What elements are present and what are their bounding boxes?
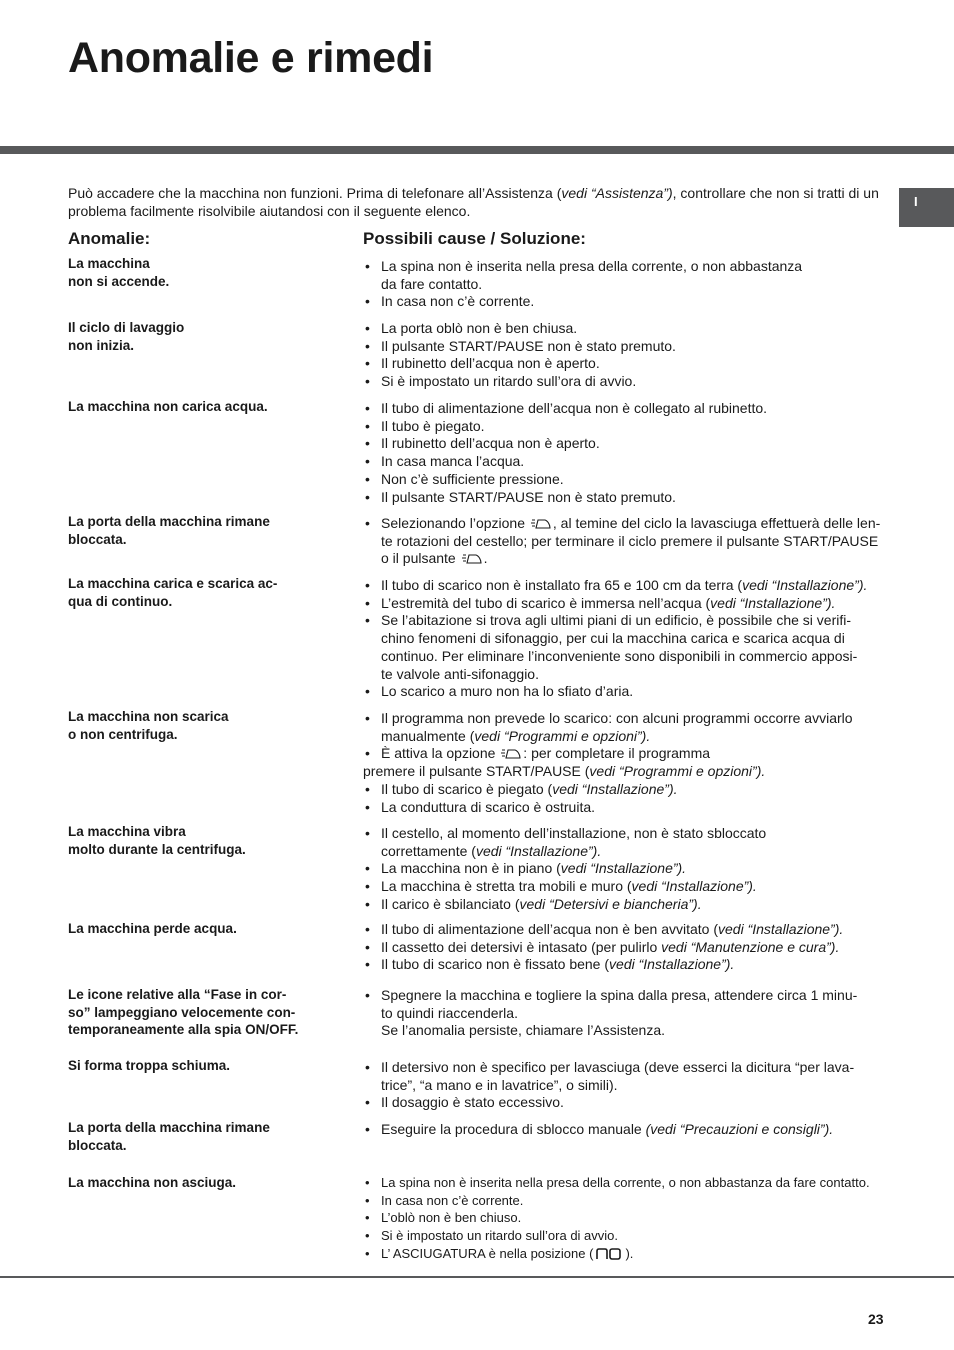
- cause-list: [363, 577, 888, 701]
- anomaly-label: La porta della macchina rimane bloccata.: [68, 1120, 270, 1153]
- cause-item: • Il rubinetto dell’acqua non è aperto.: [363, 435, 888, 453]
- cause-item: • La spina non è inserita nella presa della corrente, o non abbastanza da fare contatto.: [363, 1174, 888, 1192]
- page-title: Anomalie e rimedi: [68, 34, 434, 82]
- cause-item: • Il tubo di alimentazione dell’acqua non è collegato al rubinetto.: [363, 400, 888, 418]
- cause-item: • Il tubo di scarico non è installato fra 65 e 100 cm da terra (vedi “Installazione”).: [363, 577, 888, 595]
- cause-item: premere il pulsante START/PAUSE (vedi “Programmi e opzioni”).: [363, 763, 766, 780]
- anomaly-label: La macchina carica e scarica ac- qua di continuo.: [68, 576, 278, 609]
- anomaly-label: La porta della macchina rimane bloccata.: [68, 514, 270, 547]
- anomaly-label: La macchina non si accende.: [68, 256, 170, 289]
- cause-item: • Si è impostato un ritardo sull’ora di avvio.: [363, 1227, 888, 1245]
- cause-item: • L’ ASCIUGATURA è nella posizione ( ).: [363, 1245, 888, 1263]
- anomaly-label: La macchina non carica acqua.: [68, 399, 268, 414]
- anomaly-label: La macchina non scarica o non centrifuga.: [68, 709, 229, 742]
- cause-item: • In casa non c’è corrente.: [363, 293, 888, 311]
- cause-list: [363, 825, 888, 914]
- page-number: 23: [868, 1311, 884, 1327]
- cause-list: [363, 921, 888, 974]
- cause-item: • Eseguire la procedura di sblocco manuale (vedi “Precauzioni e consigli”).: [363, 1121, 888, 1139]
- cause-item: • Il programma non prevede lo scarico: con alcuni programmi occorre avviarlo manualmente (vedi “Programmi e opzioni”).: [363, 710, 888, 745]
- anomaly-label: La macchina vibra molto durante la centrifuga.: [68, 824, 246, 857]
- intro-text-before: Può accadere che la macchina non funzioni. Prima di telefonare all’Assistenza (: [68, 185, 562, 201]
- cause-list: [363, 1121, 888, 1139]
- cause-item: • È attiva la opzione : per completare il programma: [363, 745, 888, 763]
- bottom-divider: [0, 1276, 954, 1278]
- iron-icon: [531, 518, 551, 530]
- cause-item: • Selezionando l’opzione , al temine del ciclo la lavasciuga effettuerà delle len- te rotazioni del cestello; per terminare il ciclo premere il pulsante START/PAUSE o il pulsante .: [363, 515, 888, 568]
- anomaly-label: La macchina perde acqua.: [68, 921, 237, 936]
- anomalies-header: Anomalie:: [68, 229, 151, 248]
- anomaly-label: Le icone relative alla “Fase in cor- so” lampeggiano velocemente con- temporaneamente alla spia ON/OFF.: [68, 987, 299, 1038]
- anomaly-label: Si forma troppa schiuma.: [68, 1058, 231, 1073]
- cause-item: • Il pulsante START/PAUSE non è stato premuto.: [363, 338, 888, 356]
- cause-item: • Il detersivo non è specifico per lavasciuga (deve esserci la dicitura “per lava- trice”, “a mano e in lavatrice”, o simili).: [363, 1059, 888, 1094]
- cause-item: • Lo scarico a muro non ha lo sfiato d’aria.: [363, 683, 888, 701]
- cause-item: • L’estremità del tubo di scarico è immersa nell’acqua (vedi “Installazione”).: [363, 595, 888, 613]
- cause-item: • Il tubo di scarico è piegato (vedi “Installazione”).: [363, 781, 888, 799]
- cause-item: • Il rubinetto dell’acqua non è aperto.: [363, 355, 888, 373]
- cause-item: • La spina non è inserita nella presa della corrente, o non abbastanza da fare contatto.: [363, 258, 888, 293]
- cause-item: • In casa non c’è corrente.: [363, 1192, 888, 1210]
- intro-paragraph: [68, 184, 888, 220]
- cause-list: [363, 1174, 888, 1263]
- cause-list: [363, 710, 888, 816]
- cause-list: [363, 400, 888, 506]
- iron-icon: [501, 748, 521, 760]
- cause-item: • Spegnere la macchina e togliere la spina dalla presa, attendere circa 1 minu- to quindi riaccenderla. Se l’anomalia persiste, chiamare l’Assistenza.: [363, 987, 888, 1040]
- cause-list: [363, 258, 888, 311]
- intro-text-after: , controllare che non si tratti di un problema facilmente risolvibile aiutandosi con il seguente elenco.: [68, 185, 879, 219]
- anomaly-label: Il ciclo di lavaggio non inizia.: [68, 320, 185, 353]
- cause-item: • Non c’è sufficiente pressione.: [363, 471, 888, 489]
- cause-item: • La macchina è stretta tra mobili e muro (vedi “Installazione”).: [363, 878, 888, 896]
- intro-ref: vedi “Assistenza”): [561, 185, 673, 201]
- cause-item: • Il cassetto dei detersivi è intasato (per pulirlo vedi “Manutenzione e cura”).: [363, 939, 888, 957]
- iron-icon: [462, 553, 482, 565]
- cause-list: [363, 1059, 888, 1112]
- cause-item: • La macchina non è in piano (vedi “Installazione”).: [363, 860, 888, 878]
- cause-item: • Il pulsante START/PAUSE non è stato premuto.: [363, 489, 888, 507]
- cause-item: • La conduttura di scarico è ostruita.: [363, 799, 888, 817]
- cause-list: [363, 320, 888, 391]
- causes-header: Possibili cause / Soluzione:: [363, 229, 586, 248]
- cause-list: [363, 515, 888, 568]
- cause-item: • In casa manca l’acqua.: [363, 453, 888, 471]
- cause-item: • Il carico è sbilanciato (vedi “Detersivi e biancheria”).: [363, 896, 888, 914]
- cause-item: • L’oblò non è ben chiuso.: [363, 1209, 888, 1227]
- cause-item: • La porta oblò non è ben chiusa.: [363, 320, 888, 338]
- anomaly-label: La macchina non asciuga.: [68, 1175, 237, 1190]
- cause-item: • Se l’abitazione si trova agli ultimi piani di un edificio, è possibile che si verifi- chino fenomeni di sifonaggio, per cui la macchina carica e scarica acqua di continuo. Per eliminare l’inconveniente sono disponibili in commercio apposi- te valvole anti-sifonaggio.: [363, 612, 888, 683]
- cause-item: • Il cestello, al momento dell’installazione, non è stato sbloccato correttamente (vedi “Installazione”).: [363, 825, 888, 860]
- language-tab: I: [899, 188, 954, 227]
- cause-item: • Si è impostato un ritardo sull’ora di avvio.: [363, 373, 888, 391]
- cause-item: • Il dosaggio è stato eccessivo.: [363, 1094, 888, 1112]
- cause-item: • Il tubo è piegato.: [363, 418, 888, 436]
- cause-item: • Il tubo di scarico non è fissato bene (vedi “Installazione”).: [363, 956, 888, 974]
- cause-list: [363, 987, 888, 1040]
- cause-item: • Il tubo di alimentazione dell’acqua non è ben avvitato (vedi “Installazione”).: [363, 921, 888, 939]
- dry-off-icon: [595, 1248, 623, 1260]
- top-divider: [0, 146, 954, 154]
